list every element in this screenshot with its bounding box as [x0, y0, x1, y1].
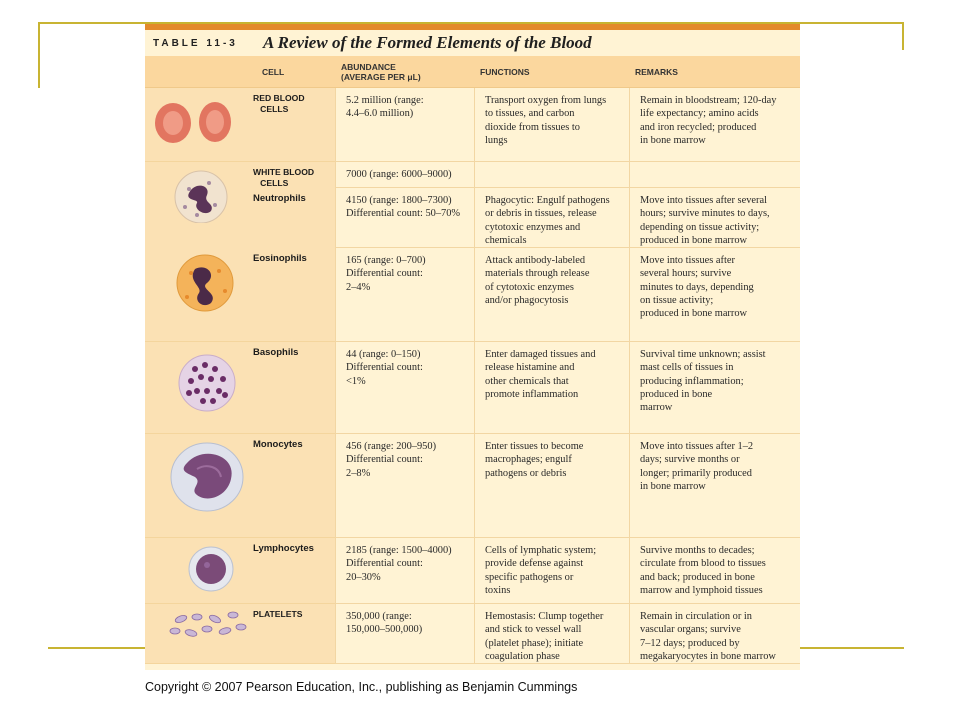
remarks-eosinophils: Move into tissues after several hours; survive minutes to days, depending on tissue activity; produced in bone marrow	[629, 248, 800, 342]
table-title: A Review of the Formed Elements of the Blood	[263, 33, 592, 52]
abundance-red-blood-cells: 5.2 million (range: 4.4–6.0 million)	[335, 88, 474, 162]
functions-neutrophils: Phagocytic: Engulf pathogens or debris in tissues, release cytotoxic enzymes and chemicals	[474, 188, 629, 248]
remarks-lymphocytes: Survive months to decades; circulate from blood to tissues and back; produced in bone marrow and lymphoid tissues	[629, 538, 800, 604]
abundance-monocytes: 456 (range: 200–950) Differential count: 2–8%	[335, 434, 474, 538]
functions-platelets: Hemostasis: Clump together and stick to vessel wall (platelet phase); initiate coagulation phase	[474, 604, 629, 664]
eosinophil-illustration	[145, 253, 253, 341]
cell-name-red-blood-cells: RED BLOOD CELLS	[253, 93, 305, 114]
table-title-row	[145, 30, 800, 57]
functions-basophils: Enter damaged tissues and release histamine and other chemicals that promote inflammation	[474, 342, 629, 434]
remarks-neutrophils: Move into tissues after several hours; survive minutes to days, depending on tissue activity; produced in bone marrow	[629, 188, 800, 248]
cell-name-white-blood-cells: WHITE BLOOD CELLS	[253, 167, 315, 188]
remarks-red-blood-cells: Remain in bloodstream; 120-day life expectancy; amino acids and iron recycled; produced in bone marrow	[629, 88, 800, 162]
functions-red-blood-cells: Transport oxygen from lungs to tissues, and carbon dioxide from tissues to lungs	[474, 88, 629, 162]
remarks-white-blood-cells	[629, 162, 800, 188]
header-remarks: REMARKS	[629, 56, 800, 88]
functions-white-blood-cells	[474, 162, 629, 188]
cell-column-eosinophils	[145, 248, 335, 342]
cell-column-lymphocytes	[145, 538, 335, 604]
functions-lymphocytes: Cells of lymphatic system; provide defense against specific pathogens or toxins	[474, 538, 629, 604]
table-grid	[145, 56, 800, 664]
header-abundance: ABUNDANCE (AVERAGE PER μL)	[335, 56, 474, 88]
abundance-lymphocytes: 2185 (range: 1500–4000) Differential count: 20–30%	[335, 538, 474, 604]
header-functions: FUNCTIONS	[474, 56, 629, 88]
platelets-illustration	[145, 609, 253, 663]
cell-name-monocytes: Monocytes	[253, 439, 303, 450]
cell-name-eosinophils: Eosinophils	[253, 253, 307, 264]
basophil-illustration	[145, 347, 253, 433]
remarks-platelets: Remain in circulation or in vascular organs; survive 7–12 days; produced by megakaryocytes in bone marrow	[629, 604, 800, 664]
lymphocyte-illustration	[145, 543, 253, 603]
cell-column-monocytes	[145, 434, 335, 538]
abundance-platelets: 350,000 (range: 150,000–500,000)	[335, 604, 474, 664]
abundance-eosinophils: 165 (range: 0–700) Differential count: 2–4%	[335, 248, 474, 342]
functions-eosinophils: Attack antibody-labeled materials through release of cytotoxic enzymes and/or phagocytosis	[474, 248, 629, 342]
cell-column-basophils	[145, 342, 335, 434]
slide-rule-left	[38, 22, 40, 88]
remarks-monocytes: Move into tissues after 1–2 days; survive months or longer; primarily produced in bone marrow	[629, 434, 800, 538]
blood-elements-table	[145, 24, 800, 670]
red-blood-cell-illustration	[145, 93, 253, 161]
remarks-basophils: Survival time unknown; assist mast cells of tissues in producing inflammation; produced in bone marrow	[629, 342, 800, 434]
cell-name-basophils: Basophils	[253, 347, 299, 358]
abundance-basophils: 44 (range: 0–150) Differential count: <1%	[335, 342, 474, 434]
cell-column-platelets	[145, 604, 335, 664]
slide-rule-right	[902, 22, 904, 50]
header-cell: CELL	[145, 56, 335, 88]
cell-name-neutrophils: Neutrophils	[253, 193, 306, 204]
cell-name-lymphocytes: Lymphocytes	[253, 543, 314, 554]
abundance-white-blood-cells: 7000 (range: 6000–9000)	[335, 162, 474, 188]
abundance-neutrophils: 4150 (range: 1800–7300) Differential count: 50–70%	[335, 188, 474, 248]
monocyte-illustration	[145, 439, 253, 537]
table-number: TABLE 11-3	[153, 37, 238, 49]
functions-monocytes: Enter tissues to become macrophages; engulf pathogens or debris	[474, 434, 629, 538]
cell-name-platelets: PLATELETS	[253, 609, 303, 619]
neutrophil-illustration	[145, 193, 253, 248]
copyright-notice: Copyright © 2007 Pearson Education, Inc., publishing as Benjamin Cummings	[145, 680, 578, 694]
cell-column-neutrophils	[145, 188, 335, 248]
cell-column-red-blood-cells	[145, 88, 335, 162]
